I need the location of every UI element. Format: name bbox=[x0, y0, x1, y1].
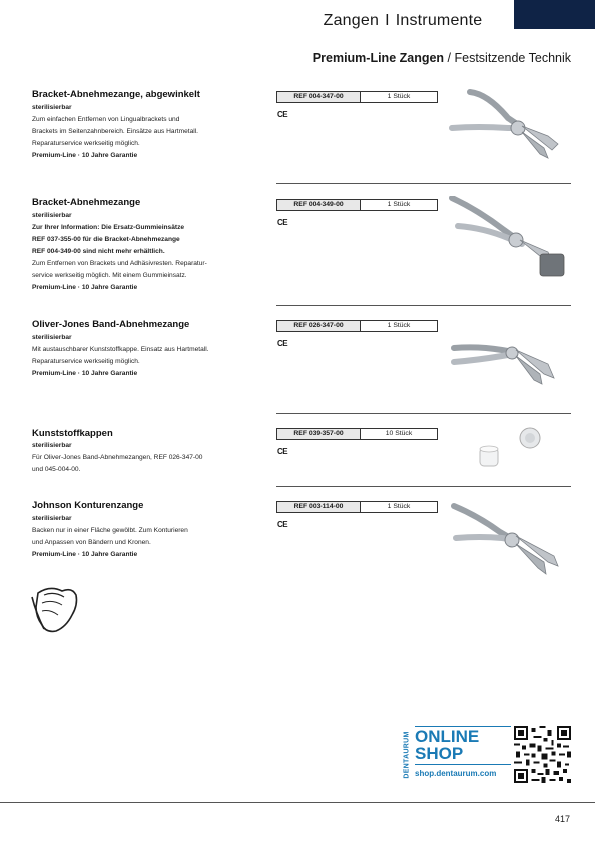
shop-title bbox=[415, 728, 479, 762]
product-title: Kunststoffkappen bbox=[32, 428, 113, 439]
product-title: Johnson Konturenzange bbox=[32, 500, 144, 511]
product-title: Bracket-Abnehmezange bbox=[32, 197, 141, 208]
product-title: Bracket-Abnehmezange, abgewinkelt bbox=[32, 89, 200, 100]
divider bbox=[276, 183, 571, 184]
product-description bbox=[32, 210, 262, 294]
online-shop-banner[interactable] bbox=[401, 726, 511, 784]
description-line: Backen nur in einer Fläche gewölbt. Zum Konturieren bbox=[32, 527, 188, 534]
quantity: 1 Stück bbox=[387, 93, 411, 100]
description-line: Mit austauschbarer Kunststoffkappe. Einsatz aus Hartmetall. bbox=[32, 346, 209, 353]
description-line: Brackets im Seitenzahnbereich. Einsätze aus Hartmetall. bbox=[32, 128, 199, 135]
brand-name: DENTAURUM bbox=[403, 731, 411, 779]
quantity: 1 Stück bbox=[387, 322, 411, 329]
description-line: und 045-004-00. bbox=[32, 466, 81, 473]
description-line: Zum Entfernen von Brackets und Adhäsivresten. Reparatur- bbox=[32, 260, 207, 267]
product-description bbox=[32, 332, 262, 380]
header-title bbox=[300, 12, 506, 30]
divider bbox=[276, 413, 571, 414]
shop-title-line2: SHOP bbox=[415, 744, 464, 763]
description-line: REF 004-349-00 sind nicht mehr erhältlich. bbox=[32, 248, 165, 255]
description-line: service werkseitig möglich. Mit einem Gummieinsatz. bbox=[32, 272, 187, 279]
description-line: Reparaturservice werkseitig möglich. bbox=[32, 140, 140, 147]
divider bbox=[276, 305, 571, 306]
quantity: 1 Stück bbox=[387, 201, 411, 208]
quantity: 1 Stück bbox=[387, 503, 411, 510]
description-line: Zum einfachen Entfernen von Lingualbrackets und bbox=[32, 116, 180, 123]
pliers-image bbox=[448, 88, 572, 170]
sterilizable-symbol-icon bbox=[28, 583, 80, 635]
divider bbox=[276, 486, 571, 487]
description-line: REF 037-355-00 für die Bracket-Abnehmezange bbox=[32, 236, 180, 243]
ref-number: REF 039-357-00 bbox=[277, 429, 361, 439]
description-line: Zur Ihrer Information: Die Ersatz-Gummieinsätze bbox=[32, 224, 185, 231]
description-line: Premium-Line · 10 Jahre Garantie bbox=[32, 370, 138, 377]
product-description bbox=[32, 513, 262, 561]
description-line: sterilisierbar bbox=[32, 212, 72, 219]
product-description bbox=[32, 102, 262, 162]
description-line: sterilisierbar bbox=[32, 515, 72, 522]
product-title: Oliver-Jones Band-Abnehmezange bbox=[32, 319, 190, 330]
pliers-image bbox=[448, 318, 572, 390]
subtitle-rest: / Festsitzende Technik bbox=[444, 51, 571, 65]
ref-table bbox=[276, 501, 438, 513]
ref-number: REF 004-349-00 bbox=[277, 200, 361, 210]
ref-number: REF 003-114-00 bbox=[277, 502, 361, 512]
quantity: 10 Stück bbox=[385, 430, 413, 437]
page-number: 417 bbox=[554, 814, 570, 824]
ce-mark-icon: CE bbox=[277, 520, 288, 529]
description-line: Premium-Line · 10 Jahre Garantie bbox=[32, 152, 138, 159]
ce-mark-icon: CE bbox=[277, 339, 288, 348]
header-separator: I bbox=[385, 12, 390, 29]
ref-table bbox=[276, 91, 438, 103]
ref-number: REF 026-347-00 bbox=[277, 321, 361, 331]
description-line: Reparaturservice werkseitig möglich. bbox=[32, 358, 140, 365]
description-line: Für Oliver-Jones Band-Abnehmezangen, REF 026-347-00 bbox=[32, 454, 203, 461]
product-description bbox=[32, 440, 262, 476]
ref-number: REF 004-347-00 bbox=[277, 92, 361, 102]
description-line: Premium-Line · 10 Jahre Garantie bbox=[32, 551, 138, 558]
footer-rule bbox=[0, 802, 595, 803]
ce-mark-icon: CE bbox=[277, 218, 288, 227]
header-color-block bbox=[514, 0, 595, 29]
ref-table bbox=[276, 199, 438, 211]
ref-table bbox=[276, 320, 438, 332]
description-line: sterilisierbar bbox=[32, 442, 72, 449]
header-category: Zangen bbox=[323, 12, 380, 29]
cap-image bbox=[472, 424, 552, 474]
page-subtitle bbox=[313, 51, 571, 65]
pliers-image bbox=[448, 498, 572, 580]
pliers-image bbox=[448, 196, 572, 282]
description-line: Premium-Line · 10 Jahre Garantie bbox=[32, 284, 138, 291]
ref-table bbox=[276, 428, 438, 440]
ce-mark-icon: CE bbox=[277, 447, 288, 456]
shop-url-link[interactable]: shop.dentaurum.com bbox=[415, 769, 497, 778]
description-line: sterilisierbar bbox=[32, 104, 72, 111]
description-line: und Anpassen von Bändern und Kronen. bbox=[32, 539, 151, 546]
header-section: Instrumente bbox=[395, 12, 483, 29]
subtitle-bold: Premium-Line Zangen bbox=[312, 51, 445, 65]
description-line: sterilisierbar bbox=[32, 334, 72, 341]
shop-rule bbox=[415, 764, 511, 765]
brand-vertical bbox=[401, 726, 413, 784]
qr-code[interactable] bbox=[514, 726, 571, 783]
ce-mark-icon: CE bbox=[277, 110, 288, 119]
shop-title-line1: ONLINE bbox=[415, 727, 480, 746]
